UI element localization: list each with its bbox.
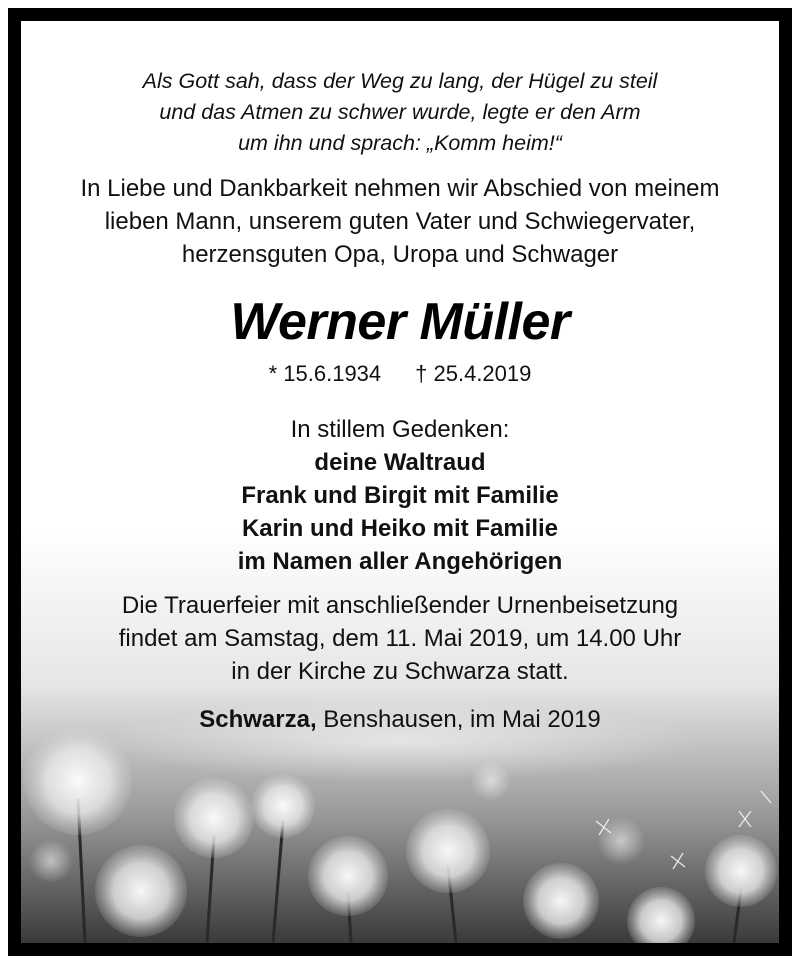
death-date: † 25.4.2019 — [415, 361, 532, 386]
obituary-frame — [8, 8, 792, 956]
mourner-name: Frank und Birgit mit Familie — [241, 482, 559, 509]
poem-line: um ihn und sprach: „Komm heim!“ — [238, 131, 562, 155]
intro-line: herzensguten Opa, Uropa und Schwager — [181, 241, 619, 268]
service-line: findet am Samstag, dem 11. Mai 2019, um 14.00 Uhr — [118, 625, 682, 652]
place-date-line — [21, 703, 779, 736]
place-rest: Benshausen, im Mai 2019 — [316, 706, 601, 733]
place-name: Schwarza, — [199, 706, 317, 733]
birth-date: * 15.6.1934 — [268, 361, 382, 386]
mourners-heading: In stillem Gedenken: — [290, 416, 510, 443]
mourner-name: deine Waltraud — [314, 449, 486, 476]
poem-line: und das Atmen zu schwer wurde, legte er den Arm — [159, 100, 641, 124]
mourner-name: Karin und Heiko mit Familie — [241, 515, 559, 542]
mourner-name: im Namen aller Angehörigen — [237, 548, 563, 575]
intro-line: lieben Mann, unserem guten Vater und Schwiegervater, — [104, 208, 696, 235]
obituary-text — [21, 21, 779, 736]
service-line: Die Trauerfeier mit anschließender Urnenbeisetzung — [121, 592, 679, 619]
poem-line: Als Gott sah, dass der Weg zu lang, der Hügel zu steil — [142, 69, 658, 93]
intro-line: In Liebe und Dankbarkeit nehmen wir Abschied von meinem — [80, 175, 720, 202]
deceased-name: Werner Müller — [230, 293, 570, 351]
service-line: in der Kirche zu Schwarza statt. — [231, 658, 569, 685]
life-dates — [21, 359, 779, 389]
